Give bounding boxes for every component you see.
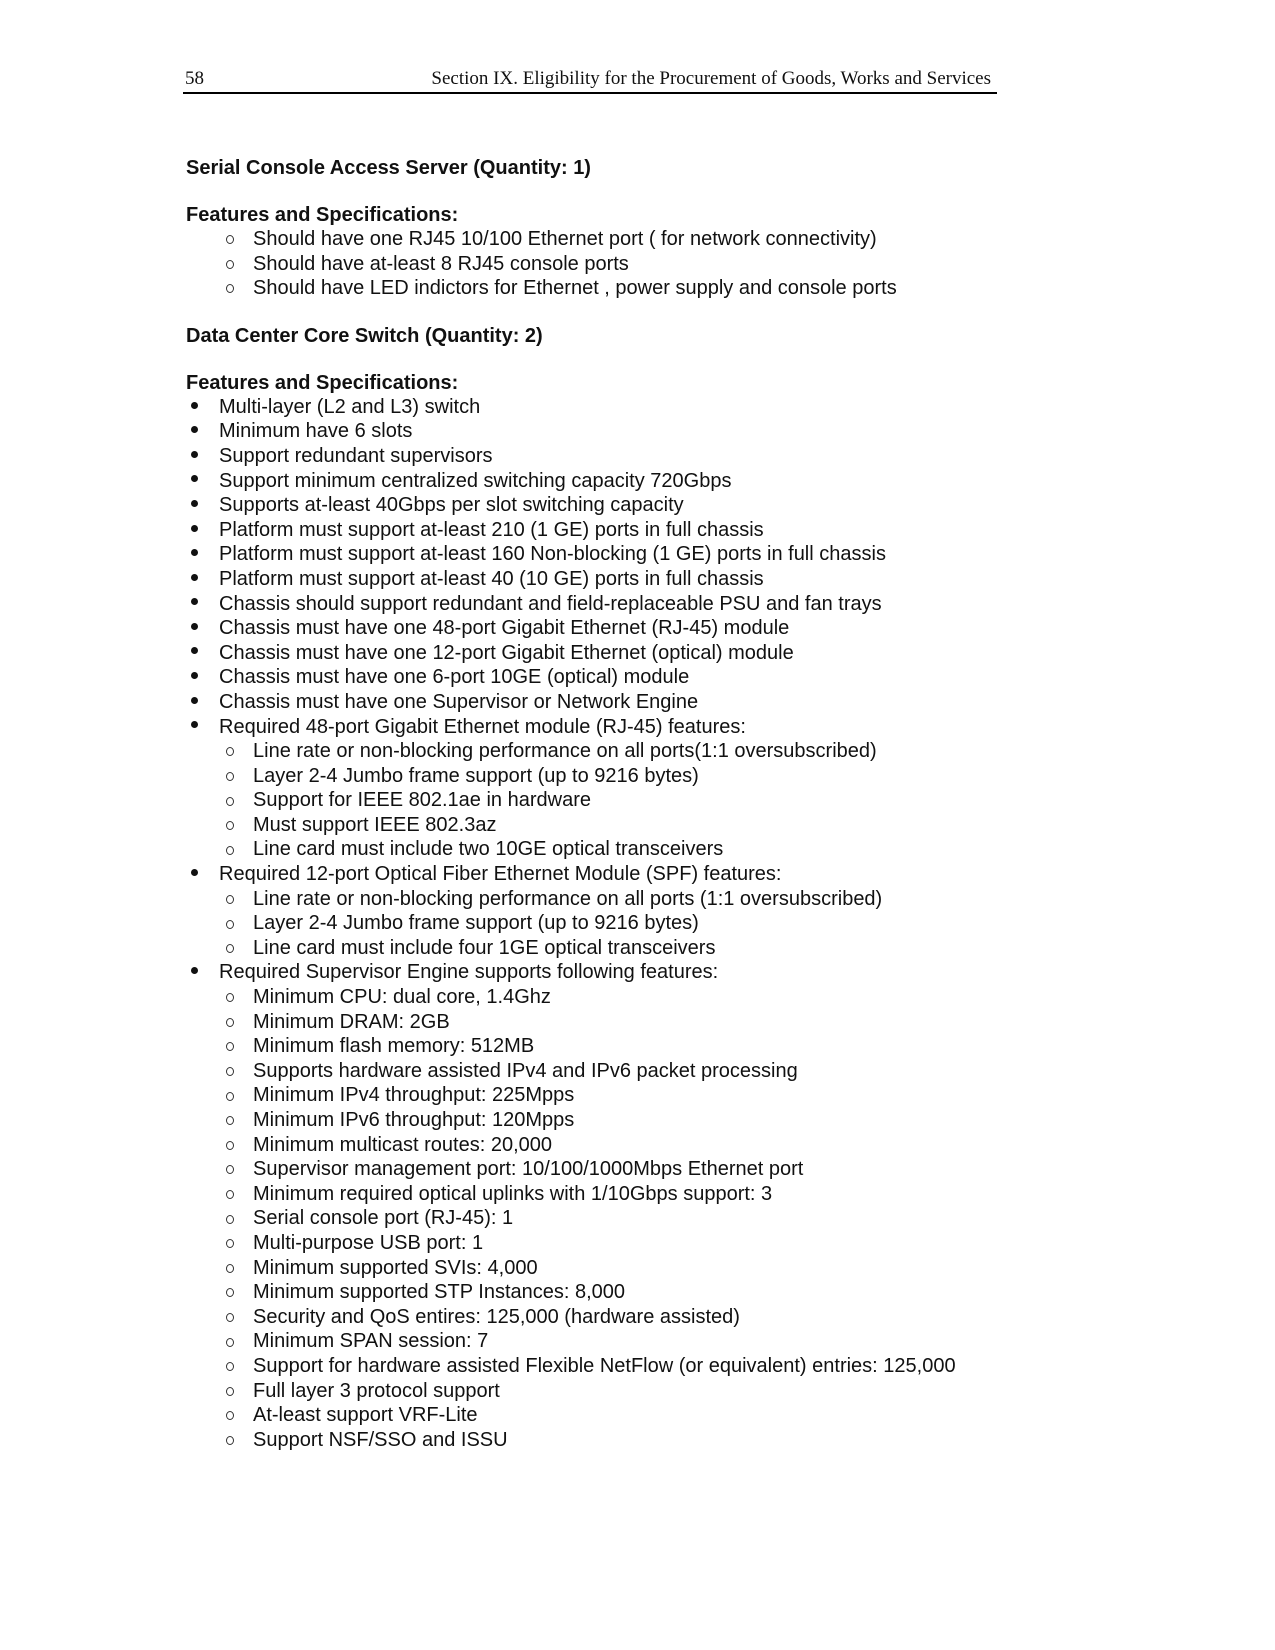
circle-bullet-icon (220, 887, 240, 912)
list-item: Line card must include four 1GE optical transceivers (186, 936, 1006, 961)
circle-bullet-icon (220, 1108, 240, 1133)
list-item: Should have LED indictors for Ethernet , power supply and console ports (186, 276, 1006, 301)
supervisor-spec-list (186, 985, 1006, 1452)
disc-bullet-icon (184, 493, 204, 518)
circle-bullet-icon (220, 276, 240, 301)
list-item: Supports hardware assisted IPv4 and IPv6 packet processing (186, 1059, 1006, 1084)
core-switch-spec-list (186, 395, 1006, 739)
circle-bullet-icon (220, 1133, 240, 1158)
list-item: Platform must support at-least 40 (10 GE) ports in full chassis (186, 567, 1006, 592)
circle-bullet-icon (220, 911, 240, 936)
product-heading-serial-console: Serial Console Access Server (Quantity: 1) (186, 157, 591, 179)
list-item: Support for IEEE 802.1ae in hardware (186, 788, 1006, 813)
list-item: Chassis should support redundant and field-replaceable PSU and fan trays (186, 592, 1006, 617)
circle-bullet-icon (220, 1157, 240, 1182)
list-item: Minimum IPv6 throughput: 120Mpps (186, 1108, 1006, 1133)
list-item: Support minimum centralized switching capacity 720Gbps (186, 469, 1006, 494)
list-item: Minimum have 6 slots (186, 419, 1006, 444)
list-item: Support NSF/SSO and ISSU (186, 1428, 1006, 1453)
list-item: Minimum supported STP Instances: 8,000 (186, 1280, 1006, 1305)
features-heading: Features and Specifications: (186, 371, 459, 394)
list-item: Minimum DRAM: 2GB (186, 1010, 1006, 1035)
disc-bullet-icon (184, 715, 204, 740)
disc-bullet-icon (184, 567, 204, 592)
circle-bullet-icon (220, 1428, 240, 1453)
list-item: Line card must include two 10GE optical transceivers (186, 837, 1006, 862)
list-item: Platform must support at-least 210 (1 GE) ports in full chassis (186, 518, 1006, 543)
list-item: Chassis must have one Supervisor or Network Engine (186, 690, 1006, 715)
circle-bullet-icon (220, 837, 240, 862)
circle-bullet-icon (220, 1379, 240, 1404)
circle-bullet-icon (220, 1206, 240, 1231)
circle-bullet-icon (220, 788, 240, 813)
product-heading-core-switch: Data Center Core Switch (Quantity: 2) (186, 324, 543, 347)
list-item: Security and QoS entires: 125,000 (hardware assisted) (186, 1305, 1006, 1330)
list-item: Chassis must have one 12-port Gigabit Ethernet (optical) module (186, 641, 1006, 666)
disc-bullet-icon (184, 444, 204, 469)
circle-bullet-icon (220, 1256, 240, 1281)
disc-bullet-icon (184, 616, 204, 641)
disc-bullet-icon (184, 518, 204, 543)
list-item: Layer 2-4 Jumbo frame support (up to 9216 bytes) (186, 911, 1006, 936)
circle-bullet-icon (220, 1182, 240, 1207)
circle-bullet-icon (220, 1329, 240, 1354)
circle-bullet-icon (220, 1280, 240, 1305)
disc-bullet-icon (184, 419, 204, 444)
12-port-module-spec-list (186, 887, 1006, 961)
list-item: Minimum multicast routes: 20,000 (186, 1133, 1006, 1158)
list-item: Layer 2-4 Jumbo frame support (up to 9216 bytes) (186, 764, 1006, 789)
list-item: Minimum CPU: dual core, 1.4Ghz (186, 985, 1006, 1010)
list-item-12-port-module: Required 12-port Optical Fiber Ethernet Module (SPF) features: (186, 862, 1006, 887)
disc-bullet-icon (184, 469, 204, 494)
list-item: Supports at-least 40Gbps per slot switching capacity (186, 493, 1006, 518)
circle-bullet-icon (220, 227, 240, 252)
list-item: Chassis must have one 48-port Gigabit Ethernet (RJ-45) module (186, 616, 1006, 641)
48-port-module-spec-list (186, 739, 1006, 862)
circle-bullet-icon (220, 252, 240, 277)
list-item: Must support IEEE 802.3az (186, 813, 1006, 838)
circle-bullet-icon (220, 1034, 240, 1059)
list-item: Serial console port (RJ-45): 1 (186, 1206, 1006, 1231)
list-item-supervisor-engine: Required Supervisor Engine supports following features: (186, 960, 1006, 985)
core-switch-spec-list-cont (186, 862, 1006, 887)
list-item: Minimum supported SVIs: 4,000 (186, 1256, 1006, 1281)
circle-bullet-icon (220, 813, 240, 838)
list-item: Supervisor management port: 10/100/1000Mbps Ethernet port (186, 1157, 1006, 1182)
circle-bullet-icon (220, 1083, 240, 1108)
list-item: Minimum SPAN session: 7 (186, 1329, 1006, 1354)
list-item: Line rate or non-blocking performance on all ports(1:1 oversubscribed) (186, 739, 1006, 764)
list-item: At-least support VRF-Lite (186, 1403, 1006, 1428)
list-item-48-port-module: Required 48-port Gigabit Ethernet module (RJ-45) features: (186, 715, 1006, 740)
disc-bullet-icon (184, 960, 204, 985)
section-title: Section IX. Eligibility for the Procurement of Goods, Works and Services (431, 68, 991, 89)
list-item: Support for hardware assisted Flexible NetFlow (or equivalent) entries: 125,000 (186, 1354, 1006, 1379)
list-item: Multi-purpose USB port: 1 (186, 1231, 1006, 1256)
serial-console-spec-list (186, 227, 1006, 301)
disc-bullet-icon (184, 592, 204, 617)
list-item: Chassis must have one 6-port 10GE (optical) module (186, 665, 1006, 690)
features-heading: Features and Specifications: (186, 204, 459, 226)
document-body (186, 156, 1006, 1452)
list-item: Should have at-least 8 RJ45 console ports (186, 252, 1006, 277)
list-item: Platform must support at-least 160 Non-blocking (1 GE) ports in full chassis (186, 542, 1006, 567)
circle-bullet-icon (220, 1059, 240, 1084)
circle-bullet-icon (220, 985, 240, 1010)
disc-bullet-icon (184, 690, 204, 715)
circle-bullet-icon (220, 1403, 240, 1428)
list-item: Minimum IPv4 throughput: 225Mpps (186, 1083, 1006, 1108)
list-item: Multi-layer (L2 and L3) switch (186, 395, 1006, 420)
circle-bullet-icon (220, 1305, 240, 1330)
page-header (183, 68, 997, 94)
page-number: 58 (185, 68, 204, 89)
disc-bullet-icon (184, 665, 204, 690)
list-item: Should have one RJ45 10/100 Ethernet port ( for network connectivity) (186, 227, 1006, 252)
disc-bullet-icon (184, 641, 204, 666)
core-switch-spec-list-cont2 (186, 960, 1006, 985)
list-item: Support redundant supervisors (186, 444, 1006, 469)
disc-bullet-icon (184, 542, 204, 567)
circle-bullet-icon (220, 1010, 240, 1035)
list-item: Line rate or non-blocking performance on all ports (1:1 oversubscribed) (186, 887, 1006, 912)
list-item: Minimum required optical uplinks with 1/10Gbps support: 3 (186, 1182, 1006, 1207)
circle-bullet-icon (220, 739, 240, 764)
disc-bullet-icon (184, 395, 204, 420)
list-item: Minimum flash memory: 512MB (186, 1034, 1006, 1059)
list-item: Full layer 3 protocol support (186, 1379, 1006, 1404)
circle-bullet-icon (220, 764, 240, 789)
circle-bullet-icon (220, 1231, 240, 1256)
circle-bullet-icon (220, 936, 240, 961)
disc-bullet-icon (184, 862, 204, 887)
circle-bullet-icon (220, 1354, 240, 1379)
